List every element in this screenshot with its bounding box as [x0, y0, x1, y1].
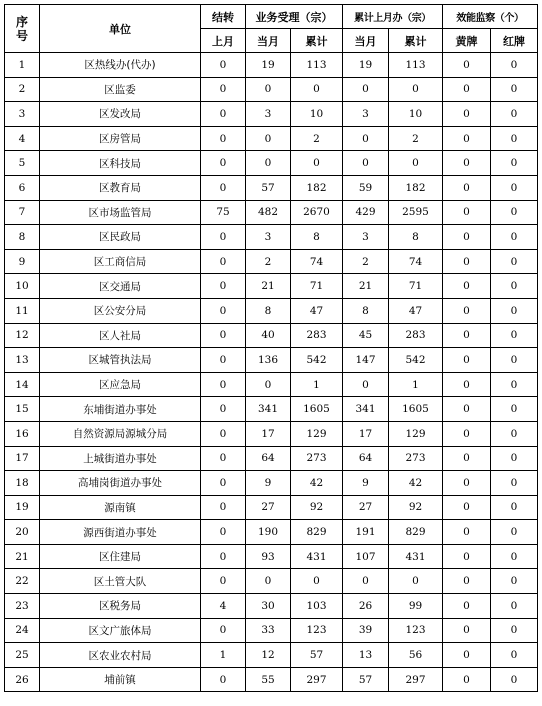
row-business-month: 21 [246, 274, 291, 299]
row-yellow-card: 0 [443, 225, 491, 250]
business-header: 业务受理（宗） [246, 5, 343, 29]
row-cumulative-month: 59 [343, 175, 389, 200]
row-carryover: 0 [201, 126, 246, 151]
row-cumulative-total: 129 [389, 421, 443, 446]
row-cumulative-month: 8 [343, 298, 389, 323]
row-cumulative-total: 71 [389, 274, 443, 299]
row-unit: 区教育局 [40, 175, 201, 200]
row-yellow-card: 0 [443, 323, 491, 348]
row-business-month: 190 [246, 520, 291, 545]
row-red-card: 0 [491, 520, 538, 545]
row-cumulative-month: 0 [343, 372, 389, 397]
row-red-card: 0 [491, 618, 538, 643]
row-cumulative-total: 0 [389, 151, 443, 176]
red-card-subheader: 红牌 [491, 29, 538, 53]
row-red-card: 0 [491, 667, 538, 692]
row-carryover: 0 [201, 618, 246, 643]
row-unit: 区房管局 [40, 126, 201, 151]
row-business-total: 103 [291, 594, 343, 619]
row-business-month: 30 [246, 594, 291, 619]
row-yellow-card: 0 [443, 471, 491, 496]
row-cumulative-month: 64 [343, 446, 389, 471]
carryover-header: 结转 [201, 5, 246, 29]
row-cumulative-total: 0 [389, 77, 443, 102]
row-cumulative-month: 429 [343, 200, 389, 225]
row-carryover: 0 [201, 151, 246, 176]
row-unit: 区土管大队 [40, 569, 201, 594]
row-carryover: 0 [201, 667, 246, 692]
row-red-card: 0 [491, 421, 538, 446]
row-red-card: 0 [491, 151, 538, 176]
row-business-total: 92 [291, 495, 343, 520]
row-cumulative-total: 2595 [389, 200, 443, 225]
row-yellow-card: 0 [443, 77, 491, 102]
cumulative-header: 累计上月办（宗） [343, 5, 443, 29]
row-yellow-card: 0 [443, 667, 491, 692]
row-cumulative-month: 26 [343, 594, 389, 619]
row-business-month: 9 [246, 471, 291, 496]
row-red-card: 0 [491, 594, 538, 619]
row-cumulative-total: 92 [389, 495, 443, 520]
row-index: 1 [5, 53, 40, 78]
row-cumulative-month: 341 [343, 397, 389, 422]
table-row [5, 126, 538, 151]
row-cumulative-total: 431 [389, 544, 443, 569]
table-row [5, 151, 538, 176]
row-index: 17 [5, 446, 40, 471]
table-row [5, 298, 538, 323]
row-unit: 区应急局 [40, 372, 201, 397]
row-index: 7 [5, 200, 40, 225]
row-carryover: 0 [201, 77, 246, 102]
row-unit: 高埔岗街道办事处 [40, 471, 201, 496]
table-row [5, 323, 538, 348]
row-cumulative-total: 10 [389, 102, 443, 127]
row-index: 25 [5, 643, 40, 668]
row-carryover: 0 [201, 569, 246, 594]
row-yellow-card: 0 [443, 594, 491, 619]
row-index: 4 [5, 126, 40, 151]
table-row [5, 397, 538, 422]
row-red-card: 0 [491, 569, 538, 594]
row-business-total: 273 [291, 446, 343, 471]
row-unit: 东埔街道办事处 [40, 397, 201, 422]
row-red-card: 0 [491, 495, 538, 520]
row-yellow-card: 0 [443, 421, 491, 446]
row-carryover: 0 [201, 53, 246, 78]
table-row [5, 200, 538, 225]
row-business-month: 19 [246, 53, 291, 78]
row-business-total: 123 [291, 618, 343, 643]
row-cumulative-total: 8 [389, 225, 443, 250]
row-business-total: 47 [291, 298, 343, 323]
row-yellow-card: 0 [443, 274, 491, 299]
row-yellow-card: 0 [443, 569, 491, 594]
row-business-total: 1 [291, 372, 343, 397]
row-carryover: 1 [201, 643, 246, 668]
row-cumulative-month: 191 [343, 520, 389, 545]
row-yellow-card: 0 [443, 397, 491, 422]
row-index: 20 [5, 520, 40, 545]
row-cumulative-total: 113 [389, 53, 443, 78]
row-red-card: 0 [491, 249, 538, 274]
business-month-subheader: 当月 [246, 29, 291, 53]
row-business-month: 0 [246, 151, 291, 176]
row-unit: 区交通局 [40, 274, 201, 299]
row-unit: 区城管执法局 [40, 348, 201, 373]
row-unit: 区民政局 [40, 225, 201, 250]
row-index: 3 [5, 102, 40, 127]
row-unit: 区住建局 [40, 544, 201, 569]
row-red-card: 0 [491, 274, 538, 299]
row-cumulative-total: 283 [389, 323, 443, 348]
row-red-card: 0 [491, 126, 538, 151]
row-index: 6 [5, 175, 40, 200]
row-carryover: 0 [201, 225, 246, 250]
efficiency-header: 效能监察（个） [443, 5, 538, 29]
row-unit: 区人社局 [40, 323, 201, 348]
row-cumulative-total: 297 [389, 667, 443, 692]
cumulative-month-subheader: 当月 [343, 29, 389, 53]
table-row [5, 348, 538, 373]
table-row [5, 274, 538, 299]
row-red-card: 0 [491, 53, 538, 78]
table-row [5, 102, 538, 127]
row-index: 24 [5, 618, 40, 643]
row-business-total: 0 [291, 569, 343, 594]
row-business-total: 113 [291, 53, 343, 78]
row-business-month: 2 [246, 249, 291, 274]
row-business-total: 8 [291, 225, 343, 250]
row-business-total: 2 [291, 126, 343, 151]
row-cumulative-month: 21 [343, 274, 389, 299]
row-carryover: 0 [201, 495, 246, 520]
row-business-total: 829 [291, 520, 343, 545]
row-business-total: 129 [291, 421, 343, 446]
carryover-subheader: 上月 [201, 29, 246, 53]
row-cumulative-month: 13 [343, 643, 389, 668]
row-carryover: 0 [201, 520, 246, 545]
row-business-month: 341 [246, 397, 291, 422]
row-cumulative-total: 0 [389, 569, 443, 594]
row-yellow-card: 0 [443, 495, 491, 520]
row-unit: 源西街道办事处 [40, 520, 201, 545]
row-carryover: 0 [201, 372, 246, 397]
row-carryover: 0 [201, 102, 246, 127]
row-index: 19 [5, 495, 40, 520]
row-business-month: 57 [246, 175, 291, 200]
row-cumulative-month: 3 [343, 225, 389, 250]
row-cumulative-total: 829 [389, 520, 443, 545]
row-red-card: 0 [491, 544, 538, 569]
row-business-total: 1605 [291, 397, 343, 422]
row-business-month: 40 [246, 323, 291, 348]
table-row [5, 77, 538, 102]
row-index: 10 [5, 274, 40, 299]
row-unit: 区市场监管局 [40, 200, 201, 225]
row-unit: 埔前镇 [40, 667, 201, 692]
table-row [5, 421, 538, 446]
row-yellow-card: 0 [443, 126, 491, 151]
row-business-month: 17 [246, 421, 291, 446]
row-cumulative-total: 1605 [389, 397, 443, 422]
table-row [5, 495, 538, 520]
row-business-month: 3 [246, 225, 291, 250]
row-carryover: 75 [201, 200, 246, 225]
table-body [5, 53, 538, 692]
row-unit: 区农业农村局 [40, 643, 201, 668]
row-business-total: 0 [291, 77, 343, 102]
row-unit: 上城街道办事处 [40, 446, 201, 471]
table-row [5, 53, 538, 78]
table-row [5, 643, 538, 668]
row-carryover: 4 [201, 594, 246, 619]
report-table [4, 4, 538, 692]
row-business-month: 0 [246, 77, 291, 102]
row-index: 11 [5, 298, 40, 323]
table-row [5, 372, 538, 397]
row-cumulative-total: 56 [389, 643, 443, 668]
row-cumulative-month: 19 [343, 53, 389, 78]
row-carryover: 0 [201, 274, 246, 299]
row-red-card: 0 [491, 397, 538, 422]
row-index: 22 [5, 569, 40, 594]
row-cumulative-month: 3 [343, 102, 389, 127]
row-yellow-card: 0 [443, 175, 491, 200]
unit-header: 单位 [40, 5, 201, 53]
report-table-container [4, 4, 538, 692]
row-carryover: 0 [201, 348, 246, 373]
row-red-card: 0 [491, 77, 538, 102]
row-cumulative-total: 42 [389, 471, 443, 496]
table-row [5, 667, 538, 692]
row-yellow-card: 0 [443, 249, 491, 274]
row-business-month: 93 [246, 544, 291, 569]
row-cumulative-total: 47 [389, 298, 443, 323]
row-yellow-card: 0 [443, 520, 491, 545]
row-business-total: 542 [291, 348, 343, 373]
row-cumulative-total: 1 [389, 372, 443, 397]
row-index: 5 [5, 151, 40, 176]
row-index: 23 [5, 594, 40, 619]
row-yellow-card: 0 [443, 102, 491, 127]
row-cumulative-total: 542 [389, 348, 443, 373]
row-cumulative-month: 107 [343, 544, 389, 569]
row-unit: 区文广旅体局 [40, 618, 201, 643]
row-index: 21 [5, 544, 40, 569]
row-yellow-card: 0 [443, 544, 491, 569]
row-business-month: 0 [246, 569, 291, 594]
table-row [5, 249, 538, 274]
row-business-month: 0 [246, 126, 291, 151]
table-row [5, 544, 538, 569]
row-business-month: 482 [246, 200, 291, 225]
row-business-total: 0 [291, 151, 343, 176]
row-business-total: 42 [291, 471, 343, 496]
row-carryover: 0 [201, 249, 246, 274]
row-index: 16 [5, 421, 40, 446]
row-red-card: 0 [491, 102, 538, 127]
row-yellow-card: 0 [443, 643, 491, 668]
table-row [5, 618, 538, 643]
table-row [5, 471, 538, 496]
row-cumulative-total: 123 [389, 618, 443, 643]
table-row [5, 569, 538, 594]
row-index: 18 [5, 471, 40, 496]
index-header-label: 序 号 [15, 14, 28, 43]
row-carryover: 0 [201, 175, 246, 200]
row-cumulative-month: 0 [343, 151, 389, 176]
row-index: 8 [5, 225, 40, 250]
business-total-subheader: 累计 [291, 29, 343, 53]
row-business-total: 283 [291, 323, 343, 348]
table-row [5, 594, 538, 619]
row-cumulative-total: 99 [389, 594, 443, 619]
row-yellow-card: 0 [443, 618, 491, 643]
row-business-month: 136 [246, 348, 291, 373]
row-yellow-card: 0 [443, 200, 491, 225]
row-red-card: 0 [491, 298, 538, 323]
row-unit: 区科技局 [40, 151, 201, 176]
row-index: 13 [5, 348, 40, 373]
row-business-month: 55 [246, 667, 291, 692]
row-business-total: 57 [291, 643, 343, 668]
row-business-total: 182 [291, 175, 343, 200]
row-unit: 区公安分局 [40, 298, 201, 323]
row-cumulative-month: 0 [343, 126, 389, 151]
row-business-month: 3 [246, 102, 291, 127]
row-carryover: 0 [201, 323, 246, 348]
row-business-month: 0 [246, 372, 291, 397]
row-business-month: 12 [246, 643, 291, 668]
row-red-card: 0 [491, 643, 538, 668]
row-unit: 区税务局 [40, 594, 201, 619]
row-unit: 区发改局 [40, 102, 201, 127]
row-yellow-card: 0 [443, 348, 491, 373]
row-unit: 区热线办(代办) [40, 53, 201, 78]
row-cumulative-month: 27 [343, 495, 389, 520]
row-cumulative-month: 9 [343, 471, 389, 496]
row-business-total: 297 [291, 667, 343, 692]
row-cumulative-month: 0 [343, 77, 389, 102]
row-unit: 区监委 [40, 77, 201, 102]
row-business-total: 74 [291, 249, 343, 274]
row-yellow-card: 0 [443, 298, 491, 323]
row-yellow-card: 0 [443, 372, 491, 397]
row-unit: 自然资源局源城分局 [40, 421, 201, 446]
row-carryover: 0 [201, 421, 246, 446]
table-row [5, 175, 538, 200]
table-row [5, 520, 538, 545]
row-carryover: 0 [201, 544, 246, 569]
row-cumulative-month: 57 [343, 667, 389, 692]
row-index: 12 [5, 323, 40, 348]
row-red-card: 0 [491, 175, 538, 200]
index-header [5, 5, 40, 53]
row-red-card: 0 [491, 200, 538, 225]
row-business-total: 10 [291, 102, 343, 127]
row-red-card: 0 [491, 225, 538, 250]
row-red-card: 0 [491, 471, 538, 496]
row-business-month: 27 [246, 495, 291, 520]
row-cumulative-month: 0 [343, 569, 389, 594]
row-yellow-card: 0 [443, 151, 491, 176]
row-index: 15 [5, 397, 40, 422]
row-cumulative-month: 2 [343, 249, 389, 274]
row-carryover: 0 [201, 298, 246, 323]
row-business-total: 71 [291, 274, 343, 299]
row-business-month: 64 [246, 446, 291, 471]
row-cumulative-total: 182 [389, 175, 443, 200]
row-index: 9 [5, 249, 40, 274]
row-business-total: 2670 [291, 200, 343, 225]
row-cumulative-total: 273 [389, 446, 443, 471]
row-cumulative-month: 45 [343, 323, 389, 348]
row-red-card: 0 [491, 372, 538, 397]
row-unit: 源南镇 [40, 495, 201, 520]
row-unit: 区工商信局 [40, 249, 201, 274]
row-cumulative-total: 2 [389, 126, 443, 151]
row-carryover: 0 [201, 397, 246, 422]
row-yellow-card: 0 [443, 53, 491, 78]
row-cumulative-total: 74 [389, 249, 443, 274]
row-index: 2 [5, 77, 40, 102]
row-business-month: 33 [246, 618, 291, 643]
row-cumulative-month: 147 [343, 348, 389, 373]
row-cumulative-month: 17 [343, 421, 389, 446]
row-red-card: 0 [491, 446, 538, 471]
cumulative-total-subheader: 累计 [389, 29, 443, 53]
row-index: 14 [5, 372, 40, 397]
row-business-total: 431 [291, 544, 343, 569]
row-business-month: 8 [246, 298, 291, 323]
row-cumulative-month: 39 [343, 618, 389, 643]
row-carryover: 0 [201, 471, 246, 496]
row-yellow-card: 0 [443, 446, 491, 471]
row-carryover: 0 [201, 446, 246, 471]
yellow-card-subheader: 黄牌 [443, 29, 491, 53]
row-index: 26 [5, 667, 40, 692]
row-red-card: 0 [491, 323, 538, 348]
row-red-card: 0 [491, 348, 538, 373]
header-row-1 [5, 5, 538, 29]
table-row [5, 446, 538, 471]
table-row [5, 225, 538, 250]
